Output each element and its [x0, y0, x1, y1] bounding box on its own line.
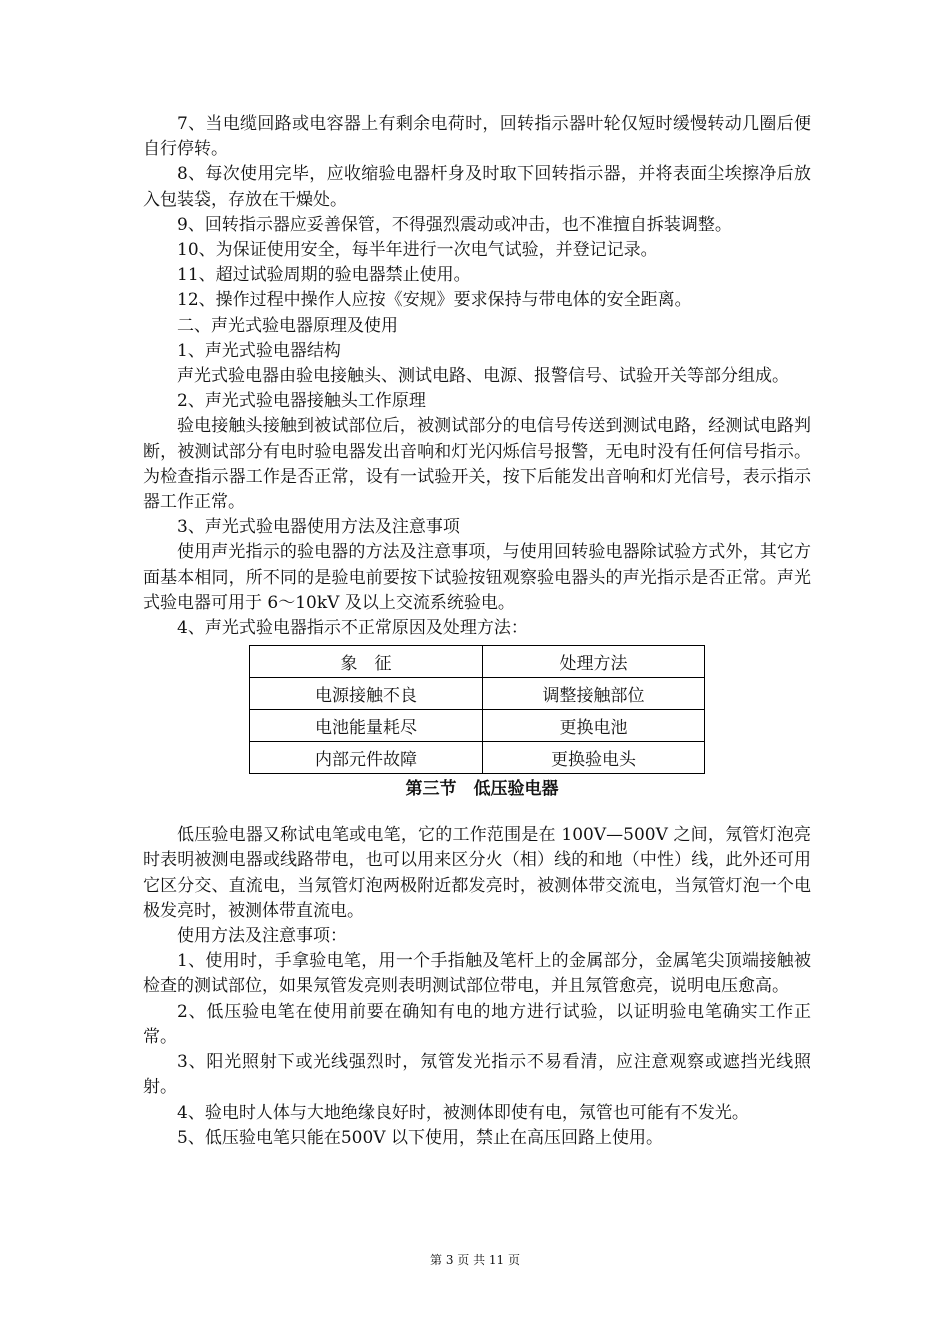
table-header-row	[250, 646, 705, 678]
page-footer: 第 3 页 共 11 页	[430, 1253, 520, 1267]
subheading-usage: 3、声光式验电器使用方法及注意事项	[177, 517, 460, 538]
paragraph-lv-item-4: 4、验电时人体与大地绝缘良好时，被测体即使有电，氖管也可能有不发光。	[177, 1102, 749, 1123]
paragraph-low-voltage-intro: 低压验电器又称试电笔或电笔，它的工作范围是在 100V—500V 之间，氖管灯泡亮时表明被测电器或线路带电，也可以用来区分火（相）线的和地（中性）线，此外还可用它区分交、直流电，当氖管灯泡两极附近都发亮时，被测体带交流电，当氖管灯泡一个电极发亮时，被测体带直流电。	[143, 825, 811, 921]
table-row	[250, 678, 705, 710]
subheading-sound-light-detector: 二、声光式验电器原理及使用	[177, 315, 398, 336]
paragraph-lv-item-5: 5、低压验电笔只能在500V 以下使用，禁止在高压回路上使用。	[177, 1127, 663, 1148]
page-body	[143, 112, 811, 1151]
paragraph-lv-item-1: 1、使用时，手拿验电笔，用一个手指触及笔杆上的金属部分，金属笔尖顶端接触被检查的测试部位，如果氖管发亮则表明测试部位带电，并且氖管愈亮，说明电压愈高。	[143, 951, 811, 997]
table-cell: 更换验电头	[483, 742, 705, 774]
section-spacer	[143, 802, 811, 823]
table-header-cell: 处理方法	[483, 646, 705, 678]
paragraph-item-8: 8、每次使用完毕，应收缩验电器杆身及时取下回转指示器，并将表面尘埃擦净后放入包装袋，存放在干燥处。	[143, 164, 811, 210]
table-cell: 更换电池	[483, 710, 705, 742]
paragraph-usage: 使用声光指示的验电器的方法及注意事项，与使用回转验电器除试验方式外，其它方面基本相同，所不同的是验电前要按下试验按钮观察验电器头的声光指示是否正常。声光式验电器可用于 6～10kV 及以上交流系统验电。	[143, 542, 811, 613]
paragraph-item-12: 12、操作过程中操作人应按《安规》要求保持与带电体的安全距离。	[177, 290, 692, 311]
subheading-fault-table: 4、声光式验电器指示不正常原因及处理方法：	[177, 618, 528, 639]
subheading-low-voltage-usage: 使用方法及注意事项：	[177, 926, 347, 947]
paragraph-item-11: 11、超过试验周期的验电器禁止使用。	[177, 265, 471, 286]
table-row	[250, 710, 705, 742]
paragraph-item-7: 7、当电缆回路或电容器上有剩余电荷时，回转指示器叶轮仅短时缓慢转动几圈后便自行停转。	[143, 114, 811, 160]
section-title: 第三节 低压验电器	[405, 779, 559, 800]
paragraph-principle: 验电接触头接触到被试部位后，被测试部分的电信号传送到测试电路，经测试电路判断，被测试部分有电时验电器发出音响和灯光闪烁信号报警，无电时没有任何信号指示。为检查指示器工作是否正常，设有一试验开关，按下后能发出音响和灯光信号，表示指示器工作正常。	[143, 416, 811, 513]
table-cell: 电池能量耗尽	[250, 710, 483, 742]
paragraph-lv-item-3: 3、阳光照射下或光线强烈时，氖管发光指示不易看清，应注意观察或遮挡光线照射。	[143, 1052, 811, 1098]
paragraph-lv-item-2: 2、低压验电笔在使用前要在确知有电的地方进行试验，以证明验电笔确实工作正常。	[143, 1001, 811, 1047]
paragraph-item-9: 9、回转指示器应妥善保管，不得强烈震动或冲击，也不准擅自拆装调整。	[177, 214, 732, 235]
subheading-principle: 2、声光式验电器接触头工作原理	[177, 391, 426, 412]
paragraph-item-10: 10、为保证使用安全，每半年进行一次电气试验，并登记记录。	[177, 240, 658, 261]
table-cell: 内部元件故障	[250, 742, 483, 774]
fault-table	[249, 645, 705, 774]
table-header-cell: 象 征	[250, 646, 483, 678]
paragraph-structure: 声光式验电器由验电接触头、测试电路、电源、报警信号、试验开关等部分组成。	[177, 366, 789, 387]
table-cell: 电源接触不良	[250, 678, 483, 710]
table-cell: 调整接触部位	[483, 678, 705, 710]
table-row	[250, 742, 705, 774]
subheading-structure: 1、声光式验电器结构	[177, 340, 341, 361]
